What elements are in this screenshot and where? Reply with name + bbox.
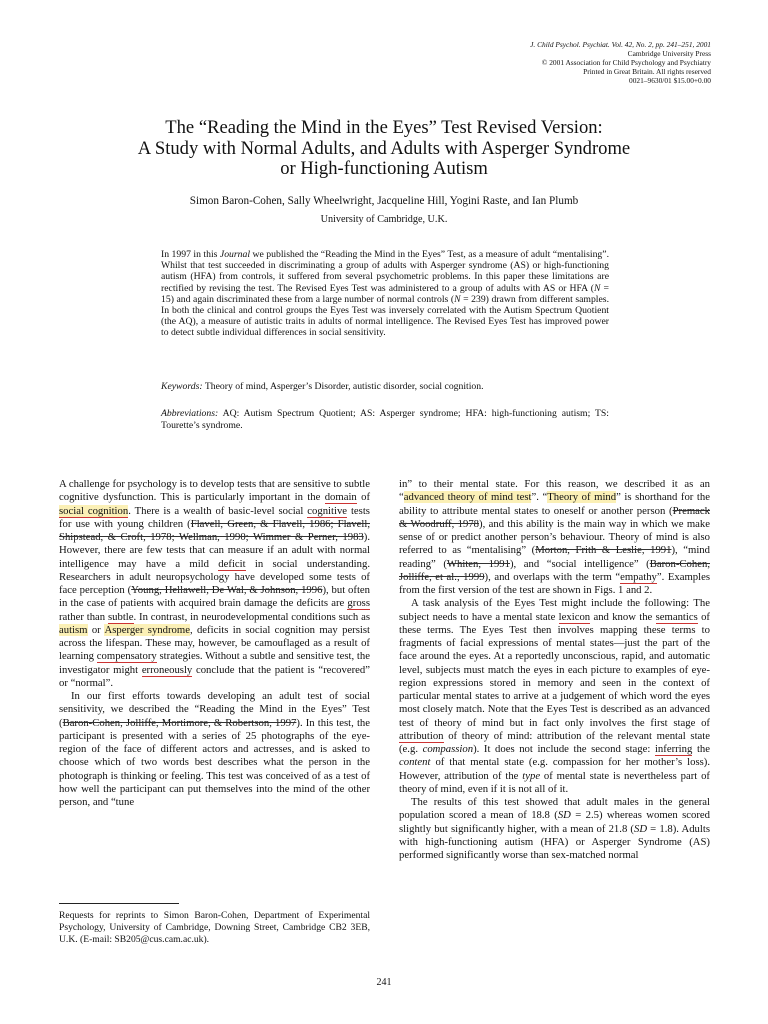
journal-line: J. Child Psychol. Psychiat. Vol. 42, No. 2, pp. 241–251, 2001 — [530, 40, 711, 49]
body-column-right — [399, 478, 710, 862]
page-number: 241 — [376, 977, 392, 988]
paper-title — [60, 118, 708, 180]
title-line: The “Reading the Mind in the Eyes” Test Revised Version: — [165, 117, 603, 138]
highlighted-term: Asperger syndrome — [104, 623, 190, 636]
abstract-text: we published the “Reading the Mind in the Eyes” Test, as a measure of adult “mentalising”. Whilst that test succeeded in discriminating a group of adults with Asperger syndrome (AS) or high-functioning autism (HFA) from controls, it suffered from several psychometric problems. In this paper these limitations are rectified by revising the test. The Revised Eyes Test was administered to a group of adults with AS or HFA ( — [161, 249, 609, 294]
text: in social understanding. Researchers in adult neuropsychology have developed some tests of face perception ( — [59, 557, 370, 596]
annotated-word: compensatory — [96, 650, 157, 663]
journal-line: Printed in Great Britain. All rights reserved — [583, 67, 711, 76]
text: ), and overlaps with the term “ — [484, 570, 621, 583]
annotated-word: empathy — [620, 570, 657, 583]
title-line: A Study with Normal Adults, and Adults with Asperger Syndrome — [137, 137, 631, 159]
footnote-divider — [59, 903, 179, 904]
title-line: or High-functioning Autism — [280, 158, 488, 179]
keywords-text: Theory of mind, Asperger’s Disorder, autistic disorder, social cognition. — [202, 381, 484, 392]
author-list: Simon Baron-Cohen, Sally Wheelwright, Jacqueline Hill, Yogini Raste, and Ian Plumb — [189, 195, 579, 207]
highlighted-term: advanced theory of mind test — [403, 491, 532, 504]
citation: Morton, Frith & Leslie, 1991 — [535, 544, 672, 557]
journal-line: Cambridge University Press — [627, 49, 711, 58]
text: conclude that the patient is “recovered” or “normal”. — [59, 663, 370, 689]
citation: Baron-Cohen, Jolliffe, et al., 1999 — [399, 557, 710, 583]
text: or — [87, 623, 105, 636]
body-column-left — [59, 478, 370, 809]
citation: Baron-Cohen, Jolliffe, Mortimore, & Robertson, 1997 — [62, 716, 297, 729]
citation: Flavell, Green, & Flavell, 1986; Flavell, Shipstead, & Croft, 1978; Wellman, 1990; Wimmer & Perner, 1983 — [59, 517, 370, 543]
abbreviations — [161, 408, 609, 431]
text: in” to their mental state. For this reason, we described it as an “ — [399, 478, 710, 504]
text: ), “mind reading” ( — [399, 544, 710, 570]
paragraph — [399, 478, 710, 597]
annotated-word: erroneously — [141, 663, 193, 676]
abstract-text: Journal — [219, 249, 251, 260]
abbreviations-text: AQ: Autism Spectrum Quotient; AS: Asperger syndrome; HFA: high-functioning autism; TS: Tourette’s syndrome. — [161, 408, 609, 431]
text: tests for use with young children ( — [59, 504, 370, 530]
highlighted-term: social cognition — [59, 504, 129, 517]
text: the — [692, 743, 710, 755]
paragraph — [399, 796, 710, 862]
text: type — [522, 769, 541, 782]
citation: Whiten, 1991 — [446, 557, 510, 570]
abstract — [161, 249, 609, 339]
annotated-word: semantics — [655, 610, 698, 623]
text: of mental state is nevertheless part of theory of mind, even if it is not all of it. — [399, 769, 710, 795]
text: of that mental state (e.g. compassion for her mother’s loss). However, attribution of the — [399, 756, 710, 782]
abstract-text: = 15) and again discriminated these from a large number of normal controls ( — [161, 282, 609, 305]
annotated-word: subtle — [107, 610, 134, 623]
annotated-word: inferring — [654, 743, 693, 755]
text: strategies. Without a subtle and sensitive test, the investigator might — [59, 650, 370, 676]
text: = 1.8). Adults with high-functioning autism (HFA) or Asperger Syndrome (AS) performed significantly worse than sex-matched normal — [399, 822, 710, 861]
text: SD — [633, 822, 648, 835]
abbreviations-label: Abbreviations: — [161, 408, 219, 419]
text: The results of this test showed that adult males in the general population scored a mean of 18.8 ( — [399, 796, 710, 822]
text: compassion — [422, 743, 474, 755]
text: of these terms. The Eyes Test then involves mapping these terms to fragments of facial expressions of mental states—just the part of the face around the eyes. At a reportedly unconscious, rapid, and automatic level, subjects must match the eyes in each picture to examples of eye-region expressions stored in memory and seen in the context of particular mental states to arrive at a judgement of which word the eyes most closely match. Note that the Eyes Test is described as an advanced test of theory of mind but in fact only involves the first stage of — [399, 610, 710, 729]
citation: Premack & Woodruff, 1978 — [399, 504, 710, 530]
footnote: Requests for reprints to Simon Baron-Cohen, Department of Experimental Psychology, University of Cambridge, Downing Street, Cambridge CB2 3EB, U.K. (E-mail: SB205@cus.cam.ac.uk). — [59, 910, 370, 945]
text: rather than — [59, 610, 108, 623]
highlighted-term: Theory of mind — [547, 491, 617, 504]
text: . In contrast, in neurodevelopmental conditions such as — [133, 610, 370, 623]
text: of theory of mind: attribution of the relevant mental state (e.g. — [399, 729, 710, 755]
text: of — [356, 491, 371, 504]
keywords-label: Keywords: — [161, 381, 203, 392]
text: SD — [557, 809, 571, 822]
text: A task analysis of the Eyes Test might include the following: The subject needs to have a mental state — [399, 597, 710, 623]
text: ), but often in the case of patients with acquired brain damage the deficits are — [59, 584, 370, 610]
citation: Young, Hellawell, De Wal, & Johnson, 1996 — [131, 584, 323, 596]
journal-citation — [451, 40, 711, 85]
text: ” is shorthand for the ability to attribute mental states to oneself or another person ( — [399, 491, 710, 517]
paragraph — [59, 690, 370, 809]
annotated-word: deficit — [218, 557, 246, 570]
annotated-word: domain — [324, 491, 357, 504]
text: and know the — [590, 610, 656, 623]
annotated-word: gross — [347, 597, 370, 610]
text: . There is a wealth of basic-level social — [128, 504, 308, 517]
abstract-text: N — [454, 293, 461, 305]
text: A challenge for psychology is to develop tests that are sensitive to subtle cognitive dysfunction. This is particularly important in the — [59, 478, 370, 504]
annotated-word: attribution — [399, 729, 444, 742]
text: ). However, there are few tests that can measure if an adult with normal intelligence may have a mild — [59, 531, 370, 570]
text: ). In this test, the participant is presented with a series of 25 photographs of the eye-region of the face of different actors and actresses, and is asked to choose which of two words best describes what the person in the photograph is thinking or feeling. This test was conceived of as a test of how well the participant can put themselves into the mind of the other person, and “tune — [59, 716, 370, 808]
text: ”. “ — [531, 491, 548, 504]
journal-line: © 2001 Association for Child Psychology and Psychiatry — [541, 58, 711, 67]
keywords — [161, 381, 609, 392]
affiliation: University of Cambridge, U.K. — [320, 214, 448, 225]
abstract-text: In 1997 in this — [161, 249, 220, 260]
text: ), and this ability is the main way in which we make sense of or predict another person’s behaviour. Theory of mind is also referred to as “mentalising” ( — [399, 517, 710, 557]
abstract-text: N — [593, 282, 601, 294]
paragraph — [59, 478, 370, 690]
text: content — [399, 756, 431, 769]
text: , deficits in social cognition may persist across the lifespan. These may, however, be camouflaged as a result of learning — [59, 623, 370, 663]
text: ”. Examples from the first version of the test are shown in Figs. 1 and 2. — [399, 570, 710, 596]
text: ), and “social intelligence” ( — [510, 557, 650, 570]
text: = 2.5) whereas women scored slightly but significantly higher, with a mean of 21.8 ( — [399, 809, 710, 835]
highlighted-term: autism — [59, 623, 88, 636]
paragraph — [399, 597, 710, 796]
text: In our first efforts towards developing an adult test of social sensitivity, we described the “Reading the Mind in the Eyes” Test ( — [59, 690, 370, 729]
annotated-word: cognitive — [307, 504, 348, 517]
journal-line: 0021–9630/01 $15.00+0.00 — [629, 76, 711, 85]
abstract-text: = 239) drawn from different samples. In both the clinical and control groups the Eyes Test was inversely correlated with the Autism Spectrum Quotient (the AQ), a measure of autistic traits in adults of normal intelligence. The Revised Eyes Test has improved power to detect subtle individual differences in social sensitivity. — [161, 293, 609, 339]
text: ). It does not include the second stage: — [473, 743, 655, 755]
annotated-word: lexicon — [558, 610, 591, 623]
